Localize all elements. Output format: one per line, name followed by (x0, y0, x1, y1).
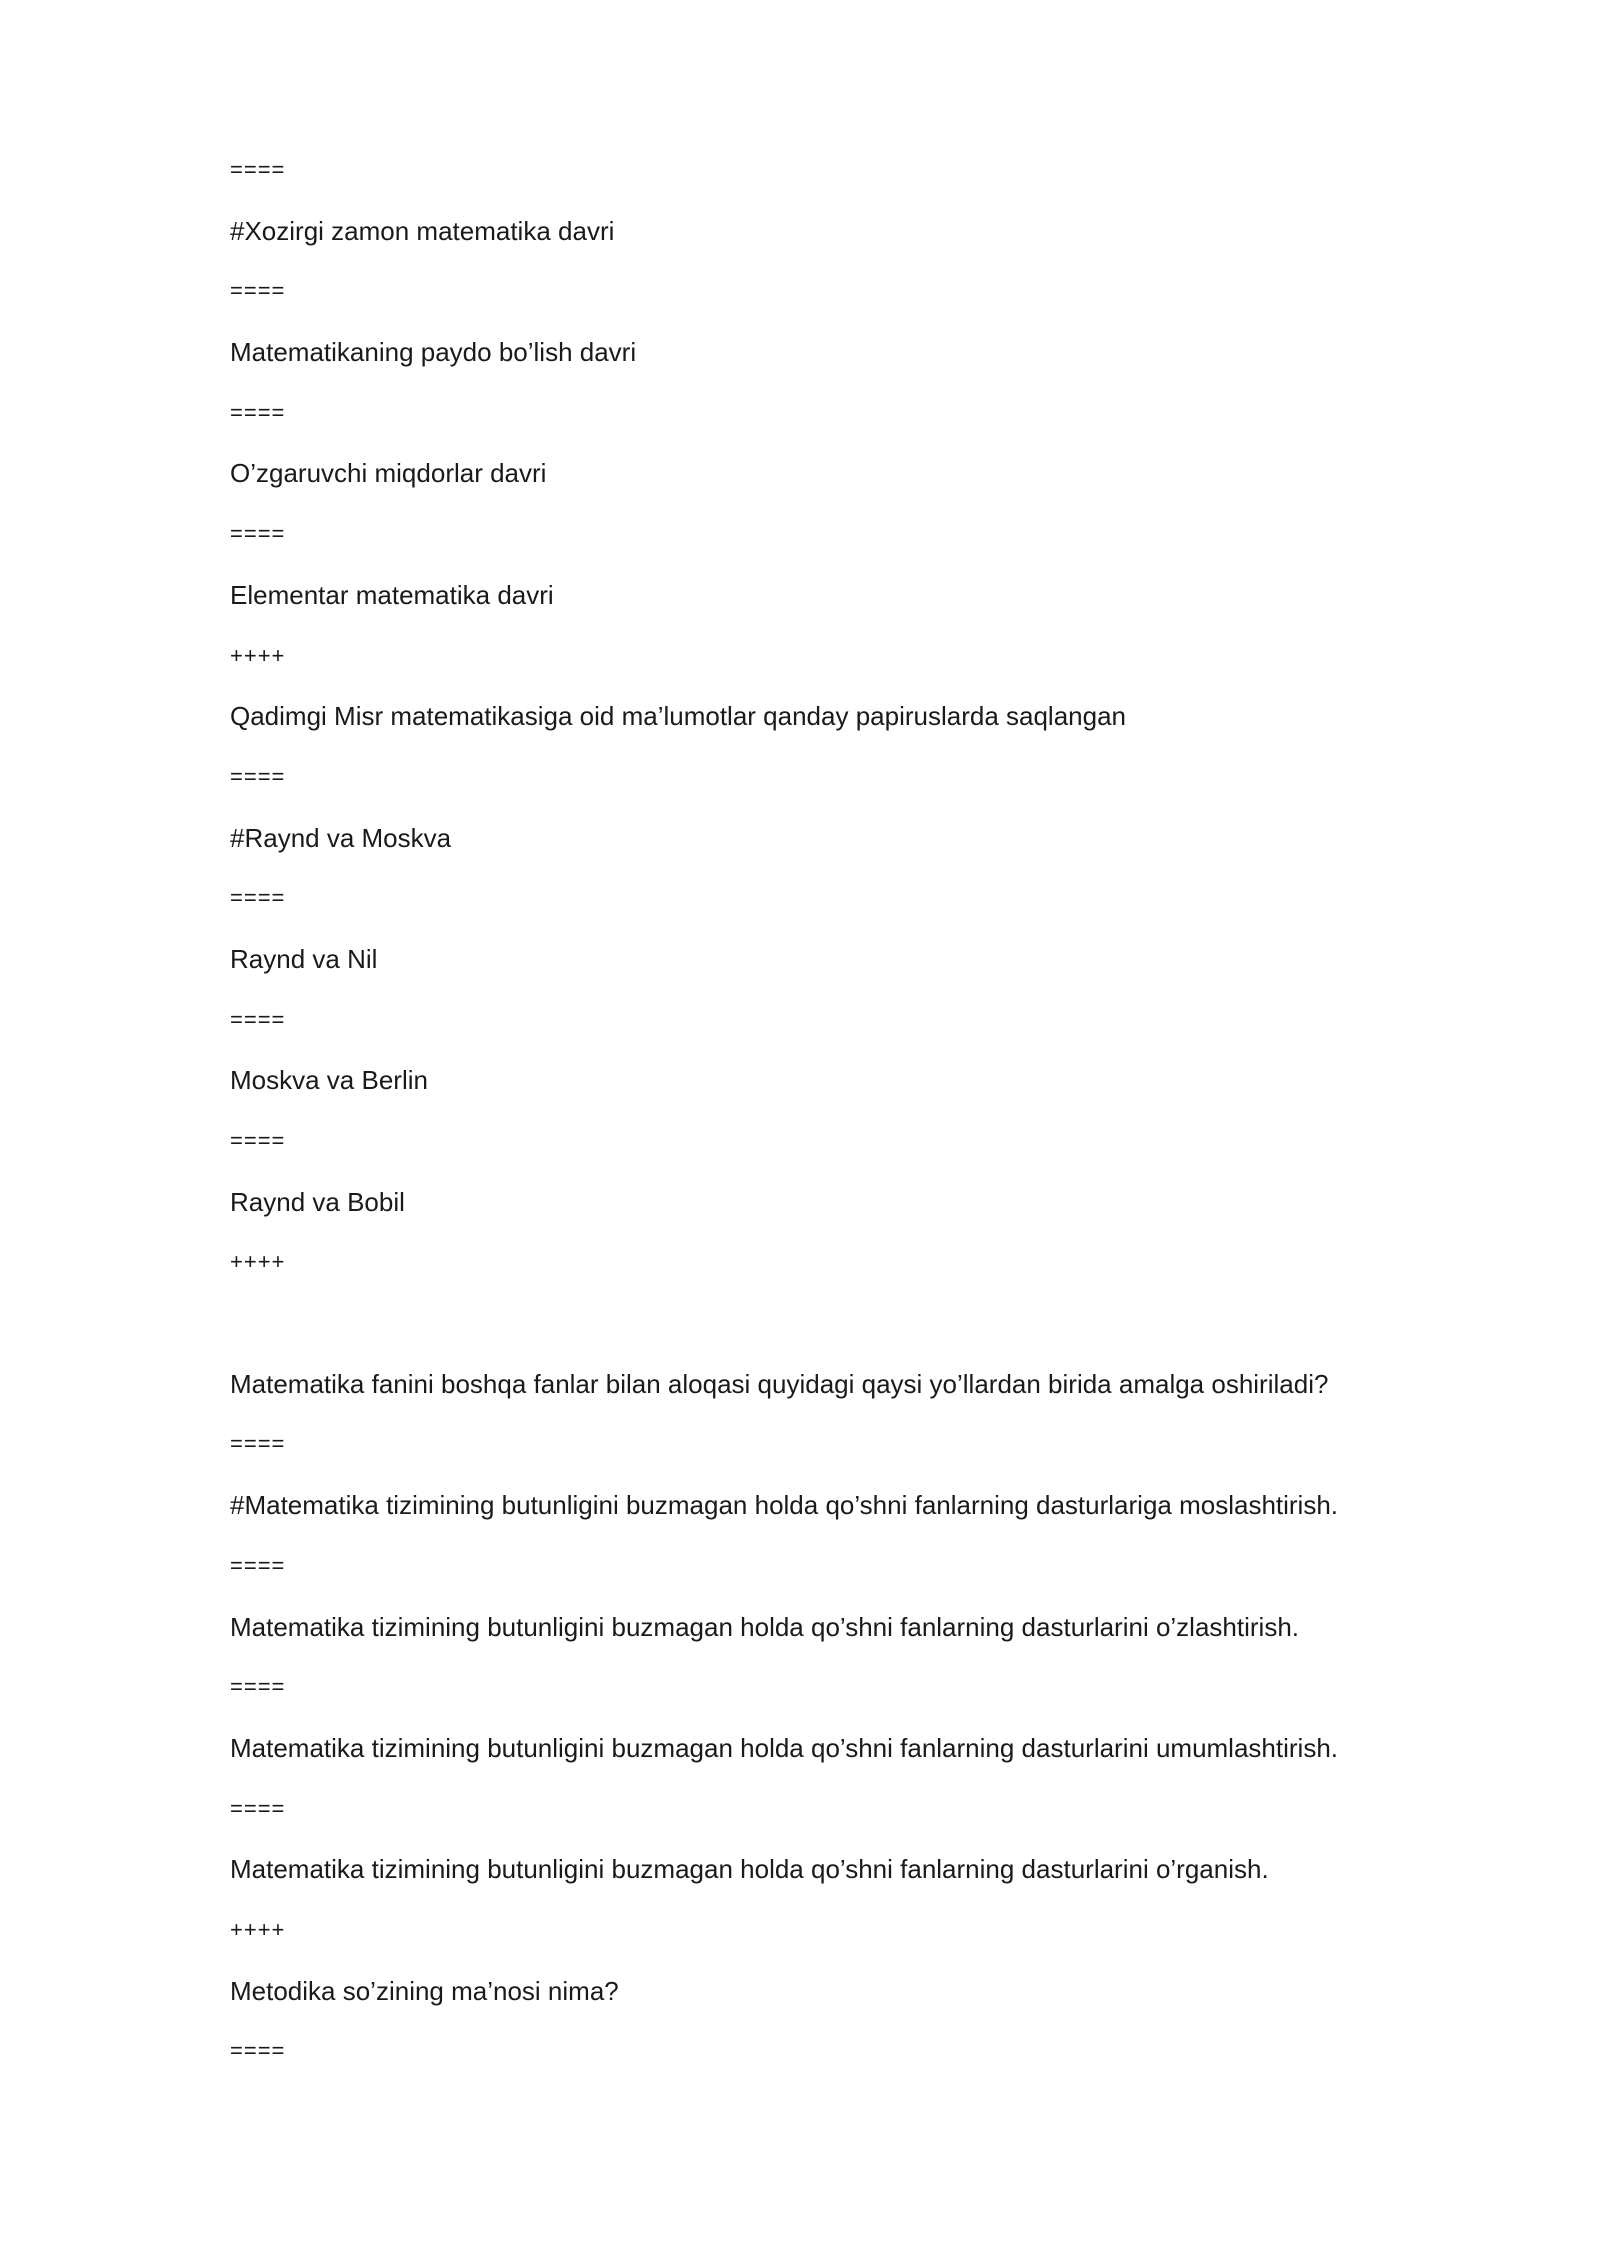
text-line: O’zgaruvchi miqdorlar davri (230, 458, 547, 489)
correct-answer-line: #Raynd va Moskva (230, 822, 452, 853)
text-line: Matematika tizimining butunligini buzmagan holda qo’shni fanlarning dasturlarini o’zlashtirish. (230, 1611, 1299, 1642)
text-line: Matematika tizimining butunligini buzmagan holda qo’shni fanlarning dasturlarini umumlashtirish. (230, 1732, 1338, 1763)
option-separator: ==== (230, 885, 286, 911)
option-separator: ==== (230, 1431, 286, 1457)
option-separator: ==== (230, 1552, 286, 1578)
option-separator: ==== (230, 278, 286, 304)
text-line: Metodika so’zining ma’nosi nima? (230, 1975, 619, 2006)
question-separator: ++++ (230, 642, 286, 668)
text-line: Moskva va Berlin (230, 1065, 428, 1096)
correct-answer-line: #Xozirgi zamon matematika davri (230, 215, 615, 246)
blank-line (230, 1303, 1530, 1364)
option-separator: ==== (230, 763, 286, 789)
option-separator: ==== (230, 1795, 286, 1821)
question-separator: ++++ (230, 1249, 286, 1275)
question-separator: ++++ (230, 1916, 286, 1942)
option-separator: ==== (230, 157, 286, 182)
text-line: Raynd va Bobil (230, 1186, 405, 1217)
option-separator: ==== (230, 1128, 286, 1153)
option-separator: ==== (230, 521, 286, 547)
correct-answer-line: #Matematika tizimining butunligini buzmagan holda qo’shni fanlarning dasturlariga moslashtirish. (230, 1490, 1339, 1521)
text-line: Qadimgi Misr matematikasiga oid ma’lumotlar qanday papiruslarda saqlangan (230, 701, 1126, 732)
option-separator: ==== (230, 1006, 286, 1032)
text-line: Matematikaning paydo bo’lish davri (230, 337, 637, 368)
text-line: Matematika tizimining butunligini buzmagan holda qo’shni fanlarning dasturlarini o’rganish. (230, 1854, 1269, 1885)
option-separator: ==== (230, 2038, 286, 2064)
text-line: Elementar matematika davri (230, 579, 554, 610)
option-separator: ==== (230, 1674, 286, 1700)
option-separator: ==== (230, 399, 286, 425)
text-line: Matematika fanini boshqa fanlar bilan aloqasi quyidagi qaysi yo’llardan birida amalga oshiriladi? (230, 1368, 1329, 1399)
text-line: Raynd va Nil (230, 943, 378, 974)
document-body (230, 150, 1530, 2092)
